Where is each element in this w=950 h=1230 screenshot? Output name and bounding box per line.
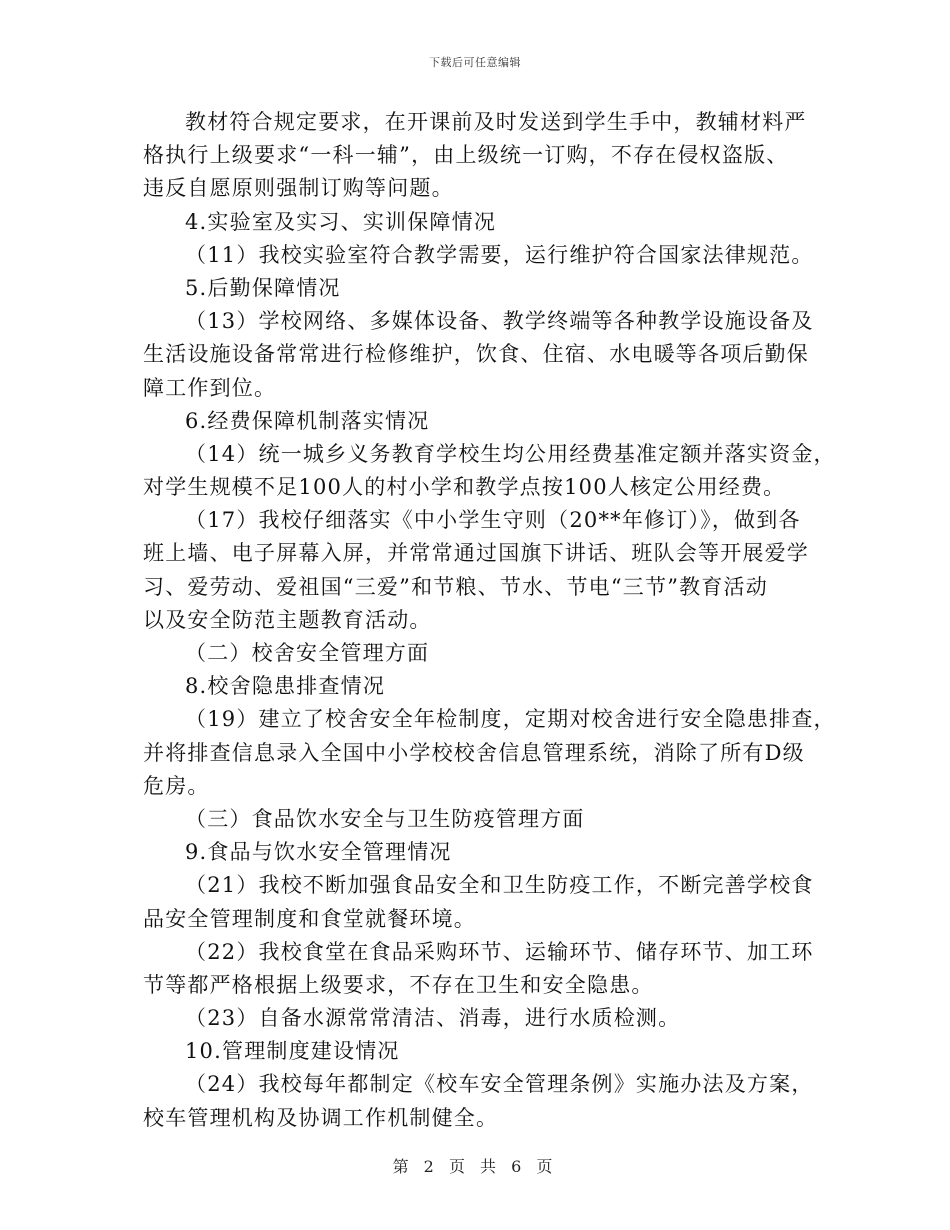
paragraph-line: 对学生规模不足100人的村小学和教学点按100人核定公用经费。 <box>143 475 786 500</box>
paragraph-line: 节等都严格根据上级要求，不存在卫生和安全隐患。 <box>143 972 654 997</box>
paragraph-line: 以及安全防范主题教育活动。 <box>143 607 432 632</box>
page-footer: 第 2 页 共 6 页 <box>392 1157 558 1176</box>
paragraph-line: 校车管理机构及协调工作机制健全。 <box>143 1105 499 1130</box>
paragraph-line: （14）统一城乡义务教育学校生均公用经费基准定额并落实资金， <box>185 441 836 466</box>
section-heading: 9.食品与饮水安全管理情况 <box>185 840 452 865</box>
section-heading: 6.经费保障机制落实情况 <box>185 408 430 433</box>
section-heading: （二）校舍安全管理方面 <box>185 641 430 665</box>
section-heading: （三）食品饮水安全与卫生防疫管理方面 <box>185 806 585 831</box>
paragraph-line: 障工作到位。 <box>143 375 277 400</box>
section-heading: 10.管理制度建设情况 <box>185 1039 400 1064</box>
section-heading: 8.校舍隐患排查情况 <box>185 674 386 699</box>
section-heading: 4.实验室及实习、实训保障情况 <box>185 209 497 234</box>
paragraph-line: 品安全管理制度和食堂就餐环境。 <box>143 906 476 931</box>
paragraph-line: （23）自备水源常常清洁、消毒，进行水质检测。 <box>185 1006 681 1031</box>
paragraph-line: 生活设施设备常常进行检修维护，饮食、住宿、水电暖等各项后勤保 <box>143 342 809 367</box>
page-header: 下载后可任意编辑 <box>429 56 521 69</box>
paragraph-line: （19）建立了校舍安全年检制度，定期对校舍进行安全隐患排查， <box>185 707 836 732</box>
paragraph-line: （21）我校不断加强食品安全和卫生防疫工作，不断完善学校食 <box>185 873 814 898</box>
paragraph-line: （13）学校网络、多媒体设备、教学终端等各种教学设施设备及 <box>185 309 814 334</box>
paragraph-line: 违反自愿原则强制订购等问题。 <box>143 176 454 201</box>
paragraph-line: 并将排查信息录入全国中小学校校舍信息管理系统，消除了所有D级 <box>143 740 805 765</box>
paragraph-line: 习、爱劳动、爱祖国“三爱”和节粮、节水、节电“三节”教育活动 <box>143 574 768 599</box>
paragraph-line: （11）我校实验室符合教学需要，运行维护符合国家法律规范。 <box>185 242 814 267</box>
paragraph-line: 教材符合规定要求，在开课前及时发送到学生手中，教辅材料严 <box>185 110 807 134</box>
paragraph-line: （17）我校仔细落实《中小学生守则（20**年修订）》，做到各 <box>185 508 801 533</box>
document-body <box>143 106 836 1135</box>
paragraph-line: （24）我校每年都制定《校车安全管理条例》实施办法及方案， <box>185 1072 814 1097</box>
paragraph-line: 班上墙、电子屏幕入屏，并常常通过国旗下讲话、班队会等开展爱学 <box>143 541 809 566</box>
paragraph-line: 危房。 <box>143 773 210 798</box>
section-heading: 5.后勤保障情况 <box>185 275 341 300</box>
paragraph-line: （22）我校食堂在食品采购环节、运输环节、储存环节、加工环 <box>185 939 814 964</box>
paragraph-line: 格执行上级要求“一科一辅”，由上级统一订购，不存在侵权盗版、 <box>143 143 789 168</box>
